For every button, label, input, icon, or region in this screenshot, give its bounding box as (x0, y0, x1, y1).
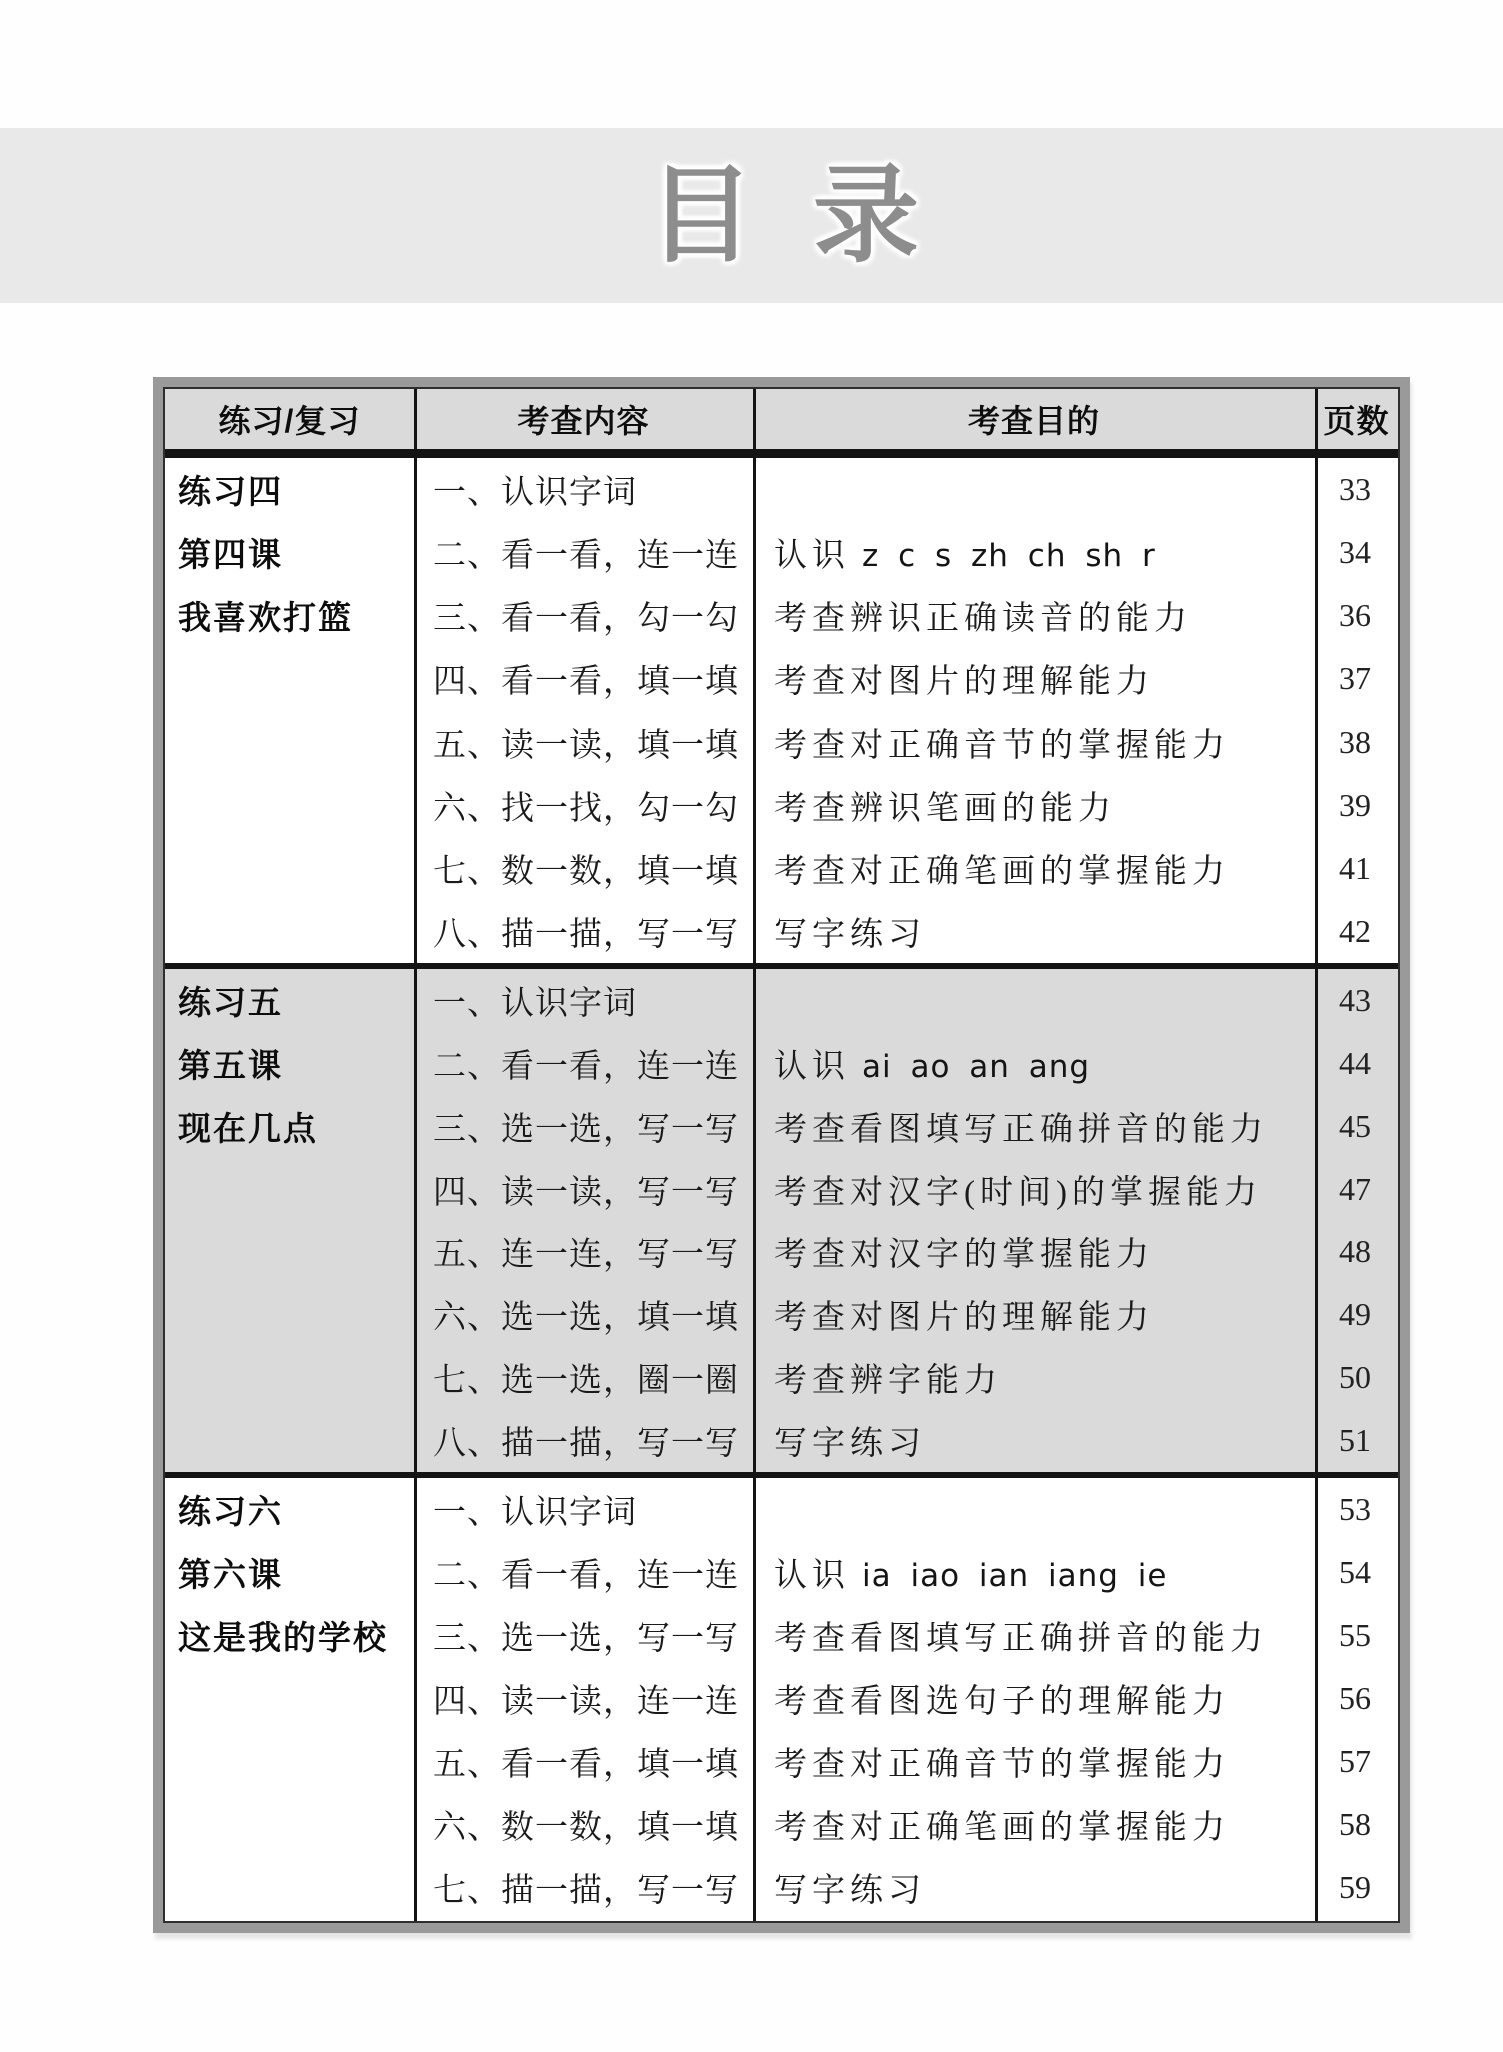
table-row (417, 647, 1398, 710)
row-page-number: 59 (1339, 1869, 1371, 1905)
purpose-pinyin: z c s zh ch sh r (862, 538, 1156, 575)
row-purpose-cell (753, 1291, 1312, 1338)
row-page-number: 53 (1339, 1491, 1371, 1527)
row-content-cell: 六、找一找，勾一勾 (433, 790, 739, 827)
toc-table-frame (153, 377, 1410, 1933)
row-content-cell: 二、看一看，连一连 (433, 1558, 739, 1594)
toc-section (165, 969, 1398, 1472)
table-row (417, 900, 1398, 963)
row-content-cell: 四、看一看，填一填 (433, 664, 739, 701)
row-purpose-cell (753, 1801, 1312, 1848)
title-band (0, 128, 1503, 303)
section-divider (165, 1472, 1398, 1478)
section-rows (417, 969, 1398, 1472)
row-content-cell: 二、看一看，连一连 (433, 538, 739, 575)
section-label-line: 第六课 (178, 1556, 283, 1593)
purpose-text: 考查对正确笔画的掌握能力 (774, 1810, 1230, 1846)
table-row (417, 1730, 1398, 1793)
row-content-cell: 三、选一选，写一写 (433, 1621, 739, 1657)
row-page-number: 33 (1339, 471, 1371, 508)
section-label-line: 我喜欢打篮 (178, 599, 353, 637)
table-row (417, 969, 1398, 1032)
purpose-pinyin: ia iao ian iang ie (862, 1558, 1168, 1594)
row-content-cell: 八、描一描，写一写 (433, 1426, 739, 1463)
row-page-number: 39 (1339, 786, 1371, 823)
table-row (417, 1032, 1398, 1095)
row-content-cell: 七、描一描，写一写 (433, 1873, 739, 1909)
row-page-number: 45 (1339, 1107, 1371, 1144)
row-page-number: 42 (1339, 912, 1371, 949)
table-row (417, 458, 1398, 521)
page-title: 目 录 (648, 153, 919, 277)
purpose-text: 考查对汉字的掌握能力 (774, 1237, 1154, 1274)
table-row (417, 1478, 1398, 1541)
table-row (417, 1283, 1398, 1346)
row-page-number: 56 (1339, 1680, 1371, 1716)
row-content-cell: 五、连一连，写一写 (433, 1237, 739, 1274)
purpose-text: 写字练习 (774, 1873, 926, 1909)
purpose-text: 写字练习 (774, 916, 926, 953)
purpose-text: 考查对汉字(时间)的掌握能力 (774, 1174, 1262, 1211)
section-rows (417, 458, 1398, 963)
row-page-number: 34 (1339, 534, 1371, 571)
section-label-line: 练习四 (178, 473, 283, 511)
row-purpose-cell (753, 1675, 1312, 1722)
section-label-line: 这是我的学校 (178, 1619, 388, 1656)
section-labels (165, 458, 414, 963)
row-purpose-cell (753, 1549, 1312, 1596)
table-row (417, 1793, 1398, 1856)
row-purpose-cell (753, 845, 1312, 892)
table-row (417, 837, 1398, 900)
row-content-cell: 一、认识字词 (433, 475, 637, 512)
row-content-cell: 二、看一看，连一连 (433, 1048, 739, 1085)
purpose-text: 考查看图填写正确拼音的能力 (774, 1111, 1268, 1148)
purpose-text: 考查对正确音节的掌握能力 (774, 727, 1230, 764)
section-labels (165, 1478, 414, 1919)
section-labels (165, 969, 414, 1472)
row-page-number: 57 (1339, 1743, 1371, 1779)
row-page-number: 38 (1339, 723, 1371, 760)
section-label-line: 练习五 (178, 983, 283, 1021)
row-content-cell: 五、读一读，填一填 (433, 727, 739, 764)
row-purpose-cell (753, 782, 1312, 829)
row-content-cell: 三、选一选，写一写 (433, 1111, 739, 1148)
row-content-cell: 三、看一看，勾一勾 (433, 601, 739, 638)
row-content-cell: 四、读一读，写一写 (433, 1174, 739, 1211)
row-purpose-cell (753, 592, 1312, 639)
row-page-number: 47 (1339, 1170, 1371, 1207)
row-page-number: 43 (1339, 981, 1371, 1018)
purpose-text: 考查看图选句子的理解能力 (774, 1684, 1230, 1720)
table-header-row (165, 389, 1398, 449)
row-content-cell: 七、选一选，圈一圈 (433, 1363, 739, 1400)
table-row (417, 774, 1398, 837)
row-purpose-cell (753, 655, 1312, 702)
row-purpose-cell (753, 1228, 1312, 1275)
row-page-number: 48 (1339, 1233, 1371, 1270)
table-row (417, 1221, 1398, 1284)
toc-table (163, 387, 1400, 1923)
row-purpose-cell (753, 1354, 1312, 1401)
column-divider (1315, 389, 1318, 1921)
table-row (417, 1604, 1398, 1667)
table-row (417, 1095, 1398, 1158)
purpose-text: 考查辨识正确读音的能力 (774, 601, 1192, 638)
row-purpose-cell (753, 1738, 1312, 1785)
section-divider (165, 963, 1398, 969)
toc-section (165, 1478, 1398, 1919)
purpose-text: 考查对正确音节的掌握能力 (774, 1747, 1230, 1783)
table-row (417, 711, 1398, 774)
row-purpose-cell (753, 1864, 1312, 1911)
table-row (417, 1346, 1398, 1409)
row-purpose-cell (753, 529, 1312, 576)
table-row (417, 521, 1398, 584)
header-exam-purpose: 考查目的 (967, 403, 1100, 439)
purpose-text: 写字练习 (774, 1426, 926, 1463)
row-page-number: 44 (1339, 1044, 1371, 1081)
row-purpose-cell (753, 1040, 1312, 1087)
column-divider (753, 389, 756, 1921)
table-row (417, 1409, 1398, 1472)
purpose-text: 认识 (774, 1558, 850, 1594)
row-purpose-cell (753, 719, 1312, 766)
purpose-text: 考查辨字能力 (774, 1363, 1002, 1400)
row-purpose-cell (753, 1417, 1312, 1464)
table-row (417, 1541, 1398, 1604)
row-content-cell: 四、读一读，连一连 (433, 1684, 739, 1720)
row-page-number: 36 (1339, 597, 1371, 634)
purpose-text: 考查对图片的理解能力 (774, 664, 1154, 701)
purpose-text: 认识 (774, 1048, 850, 1085)
header-divider-rule (165, 449, 1398, 458)
row-purpose-cell (753, 1612, 1312, 1659)
row-page-number: 49 (1339, 1296, 1371, 1333)
row-page-number: 54 (1339, 1554, 1371, 1590)
table-row (417, 1158, 1398, 1221)
purpose-text: 考查对正确笔画的掌握能力 (774, 853, 1230, 890)
row-content-cell: 一、认识字词 (433, 1495, 637, 1531)
row-content-cell: 六、数一数，填一填 (433, 1810, 739, 1846)
purpose-text: 考查对图片的理解能力 (774, 1300, 1154, 1337)
row-purpose-cell (753, 1166, 1312, 1213)
purpose-text: 认识 (774, 538, 850, 575)
section-label-line: 第四课 (178, 536, 283, 574)
row-content-cell: 六、选一选，填一填 (433, 1300, 739, 1337)
column-divider (414, 389, 417, 1921)
toc-section (165, 458, 1398, 963)
section-label-line: 练习六 (178, 1493, 283, 1530)
row-page-number: 55 (1339, 1617, 1371, 1653)
row-content-cell: 八、描一描，写一写 (433, 916, 739, 953)
row-page-number: 58 (1339, 1806, 1371, 1842)
row-purpose-cell (753, 1103, 1312, 1150)
row-page-number: 37 (1339, 660, 1371, 697)
table-row (417, 1667, 1398, 1730)
section-label-line: 第五课 (178, 1046, 283, 1084)
header-exercise-review: 练习/复习 (218, 403, 361, 439)
table-row (417, 584, 1398, 647)
section-label-line: 现在几点 (178, 1109, 318, 1147)
purpose-text: 考查辨识笔画的能力 (774, 790, 1116, 827)
row-purpose-cell (753, 908, 1312, 955)
header-exam-content: 考查内容 (517, 403, 650, 439)
section-rows (417, 1478, 1398, 1919)
row-page-number: 51 (1339, 1422, 1371, 1459)
purpose-text: 考查看图填写正确拼音的能力 (774, 1621, 1268, 1657)
header-page-count: 页数 (1323, 403, 1390, 439)
row-page-number: 41 (1339, 849, 1371, 886)
row-content-cell: 七、数一数，填一填 (433, 853, 739, 890)
row-content-cell: 五、看一看，填一填 (433, 1747, 739, 1783)
table-row (417, 1856, 1398, 1919)
purpose-pinyin: ai ao an ang (862, 1048, 1091, 1085)
row-content-cell: 一、认识字词 (433, 985, 637, 1022)
row-page-number: 50 (1339, 1359, 1371, 1396)
